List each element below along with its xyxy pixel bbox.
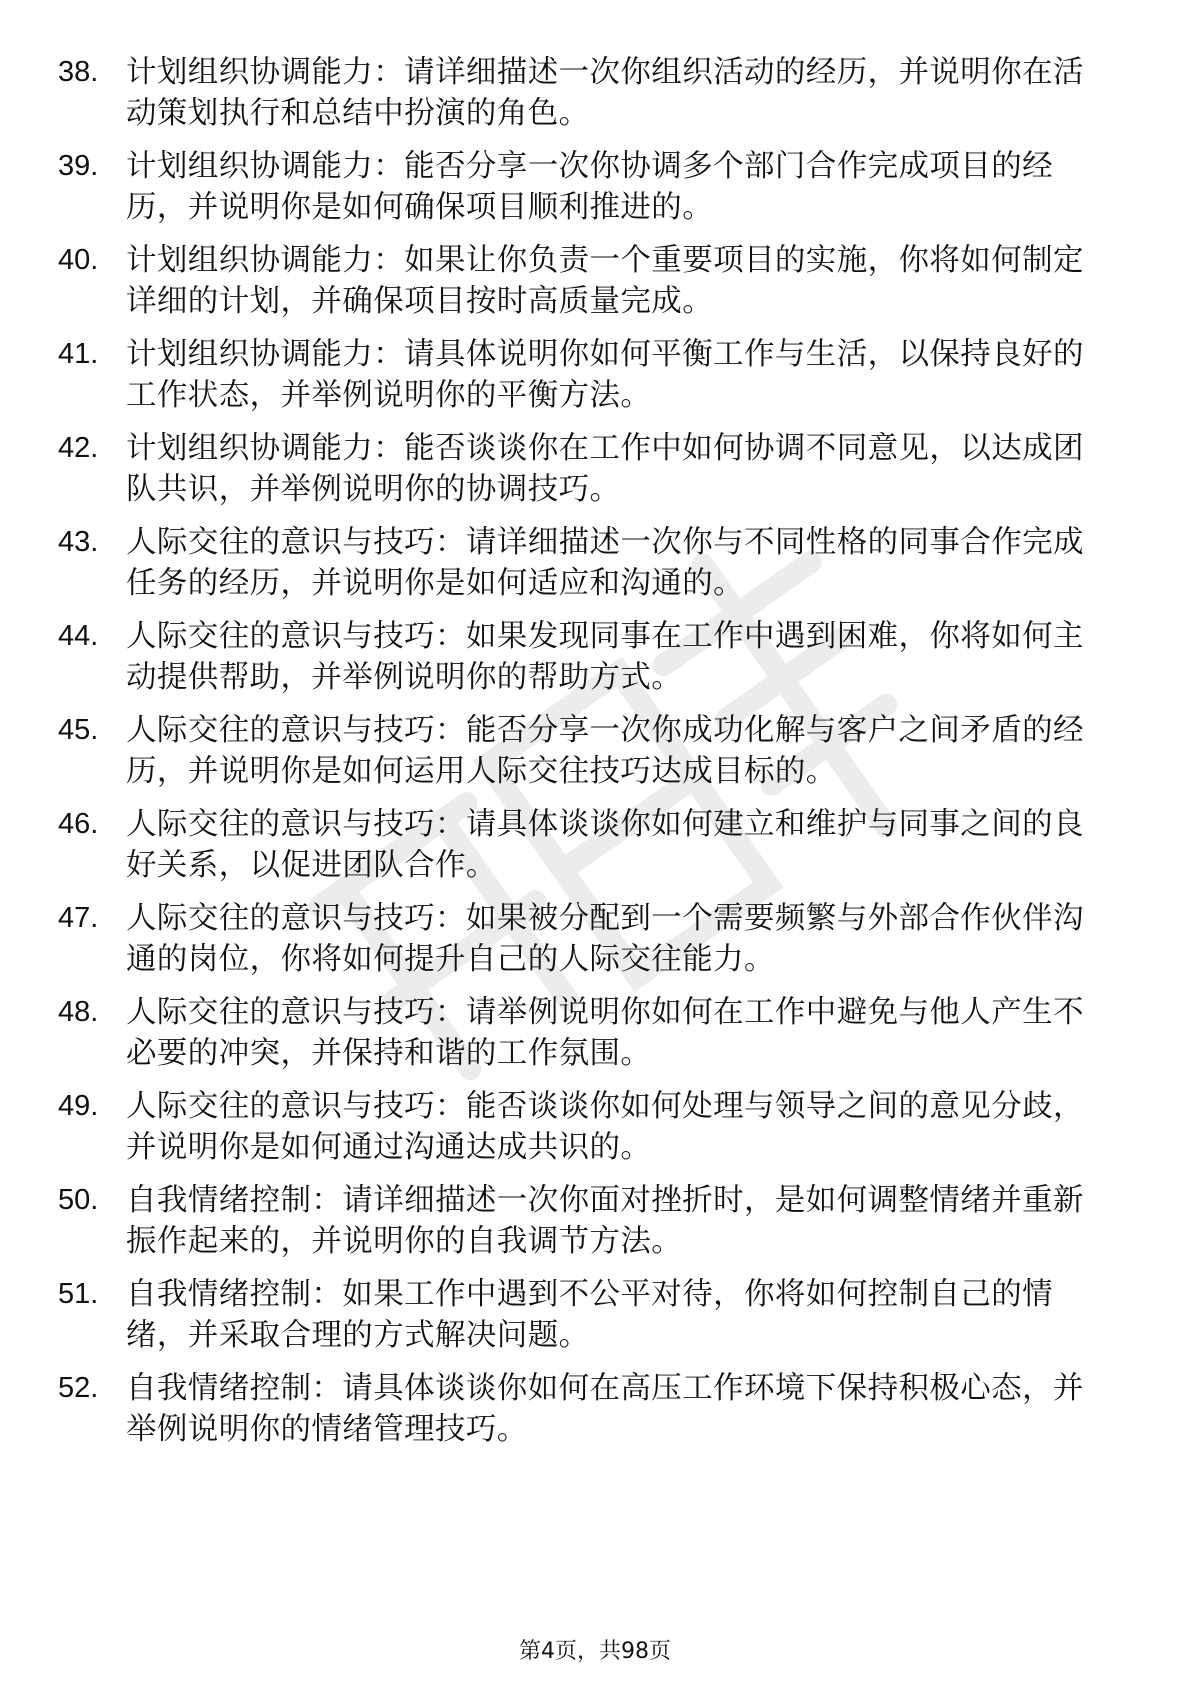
question-text: 计划组织协调能力：如果让你负责一个重要项目的实施，你将如何制定详细的计划，并确保项目按时高质量完成。 (126, 243, 1084, 319)
question-item (58, 52, 1108, 146)
question-item (58, 898, 1108, 992)
question-text: 人际交往的意识与技巧：能否分享一次你成功化解与客户之间矛盾的经历，并说明你是如何运用人际交往技巧达成目标的。 (126, 713, 1084, 789)
question-item (58, 992, 1108, 1086)
question-text: 人际交往的意识与技巧：请举例说明你如何在工作中避免与他人产生不必要的冲突，并保持和谐的工作氛围。 (126, 995, 1084, 1071)
question-item (58, 1274, 1108, 1368)
question-number: 44. (58, 620, 99, 652)
question-number: 38. (58, 56, 99, 88)
question-number: 51. (58, 1278, 99, 1310)
question-item (58, 804, 1108, 898)
question-number: 40. (58, 244, 99, 276)
question-text: 自我情绪控制：如果工作中遇到不公平对待，你将如何控制自己的情绪，并采取合理的方式解决问题。 (126, 1277, 1053, 1353)
page-number-footer: 第4页，共98页 (519, 1639, 671, 1664)
question-number: 43. (58, 526, 99, 558)
question-list (58, 52, 1108, 1462)
question-text: 计划组织协调能力：能否分享一次你协调多个部门合作完成项目的经历，并说明你是如何确保项目顺利推进的。 (126, 149, 1053, 225)
question-item (58, 522, 1108, 616)
question-number: 46. (58, 808, 99, 840)
question-item (58, 1368, 1108, 1462)
question-text: 自我情绪控制：请详细描述一次你面对挫折时，是如何调整情绪并重新振作起来的，并说明你的自我调节方法。 (126, 1183, 1084, 1259)
question-text: 自我情绪控制：请具体谈谈你如何在高压工作环境下保持积极心态，并举例说明你的情绪管理技巧。 (126, 1371, 1084, 1447)
question-text: 人际交往的意识与技巧：如果被分配到一个需要频繁与外部合作伙伴沟通的岗位，你将如何提升自己的人际交往能力。 (126, 901, 1084, 977)
question-text: 人际交往的意识与技巧：如果发现同事在工作中遇到困难，你将如何主动提供帮助，并举例说明你的帮助方式。 (126, 619, 1084, 695)
question-item (58, 428, 1108, 522)
question-number: 52. (58, 1372, 99, 1404)
question-item (58, 1086, 1108, 1180)
question-item (58, 616, 1108, 710)
question-number: 42. (58, 432, 99, 464)
question-number: 48. (58, 996, 99, 1028)
question-number: 50. (58, 1184, 99, 1216)
question-text: 计划组织协调能力：能否谈谈你在工作中如何协调不同意见，以达成团队共识，并举例说明你的协调技巧。 (126, 431, 1084, 507)
question-item (58, 146, 1108, 240)
question-item (58, 334, 1108, 428)
question-number: 39. (58, 150, 99, 182)
question-text: 人际交往的意识与技巧：请具体谈谈你如何建立和维护与同事之间的良好关系，以促进团队合作。 (126, 807, 1084, 883)
question-text: 计划组织协调能力：请具体说明你如何平衡工作与生活，以保持良好的工作状态，并举例说明你的平衡方法。 (126, 337, 1084, 413)
question-item (58, 1180, 1108, 1274)
question-text: 人际交往的意识与技巧：能否谈谈你如何处理与领导之间的意见分歧，并说明你是如何通过沟通达成共识的。 (126, 1089, 1084, 1165)
question-item (58, 240, 1108, 334)
question-text: 人际交往的意识与技巧：请详细描述一次你与不同性格的同事合作完成任务的经历，并说明你是如何适应和沟通的。 (126, 525, 1084, 601)
question-number: 41. (58, 338, 99, 370)
question-item (58, 710, 1108, 804)
question-number: 49. (58, 1090, 99, 1122)
question-text: 计划组织协调能力：请详细描述一次你组织活动的经历，并说明你在活动策划执行和总结中扮演的角色。 (126, 55, 1084, 131)
question-number: 47. (58, 902, 99, 934)
question-number: 45. (58, 714, 99, 746)
